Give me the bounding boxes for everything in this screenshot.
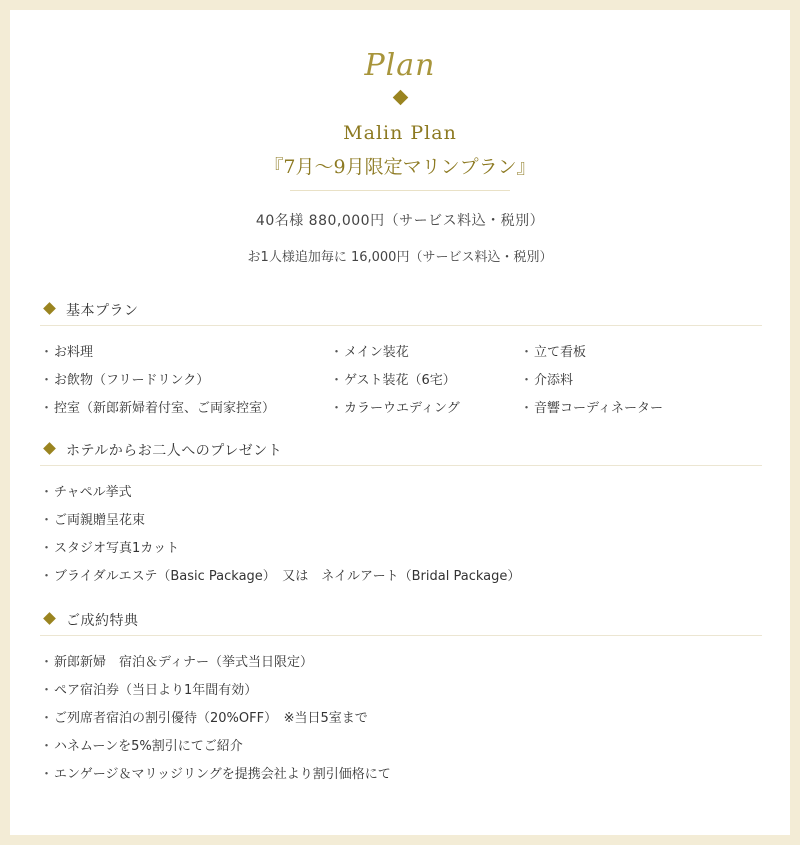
- diamond-ornament-icon: [393, 90, 409, 106]
- bullet: ・: [40, 401, 54, 416]
- bullet: ・: [40, 373, 54, 388]
- section-basic-title: 基本プラン: [66, 303, 139, 319]
- bullet: ・: [40, 655, 54, 670]
- list-item: ・音響コーディネーター: [520, 397, 663, 416]
- list-item: ・新郎新婦 宿泊＆ディナー（挙式当日限定）: [40, 651, 313, 670]
- list-item: ・スタジオ写真1カット: [40, 537, 179, 556]
- plan-name-en: Malin Plan: [343, 122, 457, 144]
- bullet: ・: [330, 401, 344, 416]
- list-item: ・ゲスト装花（6宅）: [330, 369, 456, 388]
- script-title: Plan: [364, 48, 436, 83]
- section-present-header: [40, 440, 762, 466]
- bullet: ・: [40, 767, 54, 782]
- price-main: 40名様 880,000円（サービス料込・税別）: [255, 213, 545, 229]
- list-item: ・チャペル挙式: [40, 481, 132, 500]
- bullet: ・: [40, 569, 54, 584]
- list-item: ・お飲物（フリードリンク）: [40, 369, 209, 388]
- bullet: ・: [40, 513, 54, 528]
- list-item: ・エンゲージ＆マリッジリングを提携会社より割引価格にて: [40, 763, 391, 782]
- bullet: ・: [40, 739, 54, 754]
- bullet: ・: [40, 485, 54, 500]
- list-item: ・ペア宿泊券（当日より1年間有効）: [40, 679, 257, 698]
- plan-card: [10, 10, 790, 835]
- title-divider: [290, 190, 510, 191]
- bullet: ・: [40, 683, 54, 698]
- section-benefits-header: [40, 610, 762, 636]
- bullet: ・: [520, 373, 534, 388]
- list-item: ・ご両親贈呈花束: [40, 509, 145, 528]
- section-present-title: ホテルからお二人へのプレゼント: [66, 443, 283, 459]
- list-item: ・カラーウエディング: [330, 397, 460, 416]
- bullet: ・: [40, 345, 54, 360]
- section-benefits-title: ご成約特典: [66, 613, 139, 629]
- list-item: ・お料理: [40, 341, 93, 360]
- list-item: ・ブライダルエステ（Basic Package） 又は ネイルアート（Bridal Package）: [40, 565, 520, 584]
- list-item: ・介添料: [520, 369, 573, 388]
- diamond-bullet-icon: [43, 442, 56, 455]
- list-item: ・メイン装花: [330, 341, 409, 360]
- plan-name-ja: 『7月～9月限定マリンプラン』: [264, 156, 536, 178]
- bullet: ・: [40, 541, 54, 556]
- bullet: ・: [330, 373, 344, 388]
- bullet: ・: [330, 345, 344, 360]
- bullet: ・: [520, 345, 534, 360]
- list-item: ・ご列席者宿泊の割引優待（20%OFF） ※当日5室まで: [40, 707, 368, 726]
- list-item: ・立て看板: [520, 341, 586, 360]
- price-additional: お1人様追加毎に 16,000円（サービス料込・税別）: [247, 250, 553, 265]
- diamond-bullet-icon: [43, 302, 56, 315]
- bullet: ・: [40, 711, 54, 726]
- bullet: ・: [520, 401, 534, 416]
- list-item: ・控室（新郎新婦着付室、ご両家控室）: [40, 397, 275, 416]
- list-item: ・ハネムーンを5%割引にてご紹介: [40, 735, 243, 754]
- diamond-bullet-icon: [43, 612, 56, 625]
- section-basic-header: [40, 300, 762, 326]
